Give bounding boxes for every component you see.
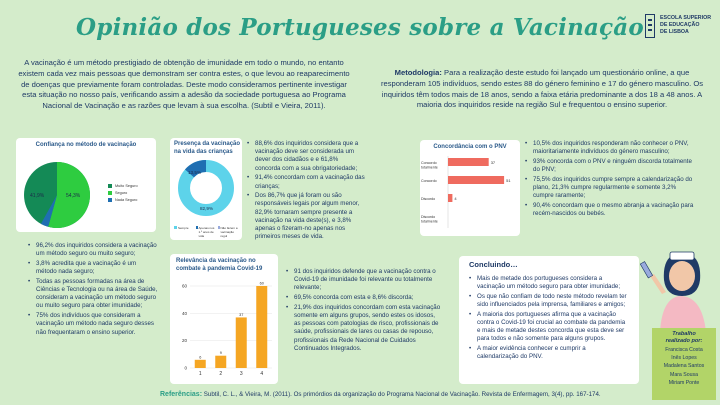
list-item: • 69,5% concorda com esta e 8,6% discorda; (286, 294, 441, 302)
pie-card (16, 138, 156, 232)
list-item: • A maioria dos portugueses afirma que a vacinação contra o Covid-19 foi crucial ao combate da pandemia e mais de metade destes concorda que esta deve ser para todos e não somente para alguns grupos. (469, 311, 629, 344)
legend-swatch (196, 226, 198, 229)
list-item: • 88,6% dos inquiridos considera que a vacinação deve ser considerada um dever dos cidadãos e e 61,8% concorda com a sua obrigatoriedade; (247, 140, 365, 173)
pie-legend (108, 184, 138, 205)
vbar-category-label: 2 (219, 371, 223, 377)
pie-chart (22, 160, 92, 230)
list-item: • 90,4% concordam que o mesmo abranja a vacinação para recém-nascidos ou bebés. (525, 202, 695, 218)
authors-heading: realizado por: (665, 337, 703, 344)
donut-chart (176, 158, 236, 218)
list-item: • 3,8% acredita que a vacinação é um método nada seguro; (28, 260, 158, 276)
hbar-card (420, 140, 520, 236)
nurse-body (660, 296, 706, 332)
references-text: Subtil, C. L., & Vieira, M. (2011). Os primórdios da organização do Programa Nacional de Vacinação. Revista de Enfermagem, 3(4), pp. 167-174. (202, 391, 601, 398)
vbar-value-label: 60 (259, 281, 264, 286)
authors-heading: Trabalho (672, 331, 696, 337)
legend-label: Seguro (115, 191, 128, 195)
legend-swatch (108, 184, 112, 188)
list-item: • Os que não confiam de todo neste método revelam ter sido influenciados pela imprensa, familiares e amigos; (469, 293, 629, 309)
legend-label: Sempre (178, 226, 189, 230)
hbar-bar (448, 176, 504, 184)
list-item: • Todas as pessoas formadas na área de Ciências e Tecnologia ou na área de Saúde, consideram a vacinação um método seguro ou muito seguro para obter imunidade; (28, 278, 158, 311)
legend-swatch (174, 226, 177, 229)
legend-label: Não fazem a vacinação regul (220, 226, 238, 238)
hbar-chart (420, 154, 520, 234)
vbar-value-label: 9 (219, 351, 222, 356)
vbar-chart (170, 276, 278, 382)
page-title: Opinião dos Portugueses sobre a Vacinação (76, 14, 644, 41)
methodology-text (372, 68, 712, 111)
donut-title: Presença da vacinação na vida das crianças (174, 141, 241, 155)
school-logo (645, 12, 715, 42)
list-item: • 75,5% dos inquiridos cumpre sempre a calendarização do plano, 21,3% cumpre regularmente e somente 3,2% cumpre raramente; (525, 176, 695, 201)
author-name: Mara Sousa (670, 371, 698, 378)
vbar-value-label: 37 (239, 312, 244, 317)
methodology-label: Metodologia: (394, 68, 442, 77)
vbar-bar (215, 356, 226, 368)
list-item: • 91 dos inquiridos defende que a vacinação contra o Covid-19 de imunidade foi relevante ou totalmente relevante; (286, 268, 441, 293)
references-label: Referências: (160, 391, 203, 398)
hbar-bar (448, 194, 452, 202)
legend-label: Muito Seguro (115, 184, 138, 188)
list-item: • 96,2% dos inquiridos considera a vacinação um método seguro ou muito seguro; (28, 242, 158, 258)
hbar-category-label: Discordo (421, 197, 436, 201)
conclusion-card (459, 256, 639, 384)
hbar-value-label: 37 (490, 160, 496, 165)
nurse-illustration (640, 236, 720, 332)
vbar-ytick-label: 60 (181, 283, 187, 289)
author-name: Inês Lopes (671, 355, 697, 362)
author-name: Madalena Santos (663, 363, 705, 370)
list-children (247, 140, 365, 243)
logo-line: DE LISBOA (660, 29, 689, 35)
pie-label-a: 41,9% (30, 193, 45, 199)
nurse-cap (670, 252, 694, 260)
donut-label-small: 13,5% (188, 170, 202, 175)
hbar-title: Concordância com o PNV (433, 144, 507, 150)
author-name: Francisca Costa (665, 347, 703, 353)
nurse-face (669, 261, 695, 291)
donut-card (170, 138, 242, 240)
list-item: • 91,4% concordam com a vacinação das crianças; (247, 174, 365, 190)
vbar-bar (256, 286, 267, 368)
vbar-ytick-label: 0 (184, 365, 187, 371)
conclusion-title: Concluindo… (469, 260, 518, 269)
list-item: • Mais de metade dos portugueses considera a vacinação um método seguro para obter imunidade; (469, 275, 629, 291)
authors-box (652, 328, 716, 400)
list-item: • 93% concorda com o PNV e ninguém discorda totalmente do PNV; (525, 158, 695, 174)
vbar-bar (236, 317, 247, 368)
list-covid (286, 268, 441, 355)
hbar-category-label: Discordo totalmente (421, 215, 438, 224)
conclusion-list (469, 275, 629, 362)
list-pnv (525, 140, 695, 220)
pie-title: Confiança no método de vacinação (35, 142, 137, 148)
hbar-category-label: Concordo totalmente (421, 161, 438, 170)
hbar-bar (448, 158, 489, 166)
vbar-value-label: 6 (199, 355, 202, 360)
legend-swatch (108, 191, 112, 195)
vbar-category-label: 1 (198, 371, 202, 377)
methodology-body: Para a realização deste estudo foi lançado um questionário online, a que responderam 105 indivíduos, sendo estes 88 do género feminino e 17 do género masculino. Os inquiridos têm todos mais de 18 anos, sendo a faixa etária predominante a dos 18 a 48 anos. A maioria dos inquiridos reside na região Sul e frequentou o ensino superior. (380, 68, 704, 110)
nurse-arm (650, 274, 666, 294)
references (160, 391, 601, 398)
legend-label: Apenas nos 1.º anos de vida (198, 226, 215, 238)
donut-label-big: 82,9% (200, 206, 214, 211)
legend-swatch (108, 198, 112, 202)
pie-label-b: 54,3% (66, 193, 81, 199)
hbar-value-label: 51 (506, 178, 511, 183)
list-item: • 75% dos indivíduos que consideram a vacinação um método nada seguro desses não frequentaram o ensino superior. (28, 312, 158, 337)
list-confidence (28, 242, 158, 338)
logo-line: DE EDUCAÇÃO (660, 22, 700, 28)
donut-legend (174, 226, 240, 238)
intro-text: A vacinação é um método prestigiado de obtenção de imunidade em todo o mundo, no entanto existem cada vez mais pessoas que demonstram ser contra estes, o que levou ao reaparecimento de doenças que previamente foram controladas. Deste modo consideramos pertinente investigar esta situação no nosso país, verificando assim a adesão da sociedade portuguesa ao Programa Nacional de Vacinação e as razões que levam à sua escolha. (Subtil e Vieira, 2011). (18, 58, 350, 111)
author-name: Miriam Ponte (668, 379, 700, 386)
vbar-ytick-label: 20 (181, 338, 187, 344)
vbar-bar (195, 360, 206, 368)
syringe-icon (640, 262, 652, 278)
vbar-title: Relevância da vacinação no combate à pandemia Covid-19 (176, 258, 263, 272)
list-item: • Dos 86,7% que já foram ou são responsáveis legais por algum menor, 82,9% tornaram sempre presente a vacinação na vida deste(s), e 3,8% apenas o fizeram-no apenas nos primeiros meses de vida. (247, 192, 365, 241)
vbar-category-label: 3 (239, 371, 243, 377)
list-item: • A maior evidência conhecer e cumprir a calendarização do PNV. (469, 345, 629, 361)
vbar-category-label: 4 (260, 371, 264, 377)
logo-mark-icon (645, 14, 655, 38)
legend-label: Nada Seguro (115, 198, 138, 202)
vbar-ytick-label: 40 (181, 310, 187, 316)
hbar-value-label: 4 (454, 196, 457, 201)
legend-swatch (218, 226, 220, 229)
list-item: • 21,9% dos inquiridos concordam com esta vacinação somente em alguns grupos, sendo estes os idosos, as pessoas com patologias de risco, profissionais de saúde, profissionais de lares ou casas de repouso, profissionais da Rede Nacional de Cuidados Continuados Integrados. (286, 304, 441, 353)
hbar-category-label: Concordo (421, 179, 437, 183)
vbar-card (170, 254, 278, 384)
list-item: • 10,5% dos inquiridos responderam não conhecer o PNV, maioritariamente indivíduos do género masculino; (525, 140, 695, 156)
logo-line: ESCOLA SUPERIOR (660, 15, 712, 21)
